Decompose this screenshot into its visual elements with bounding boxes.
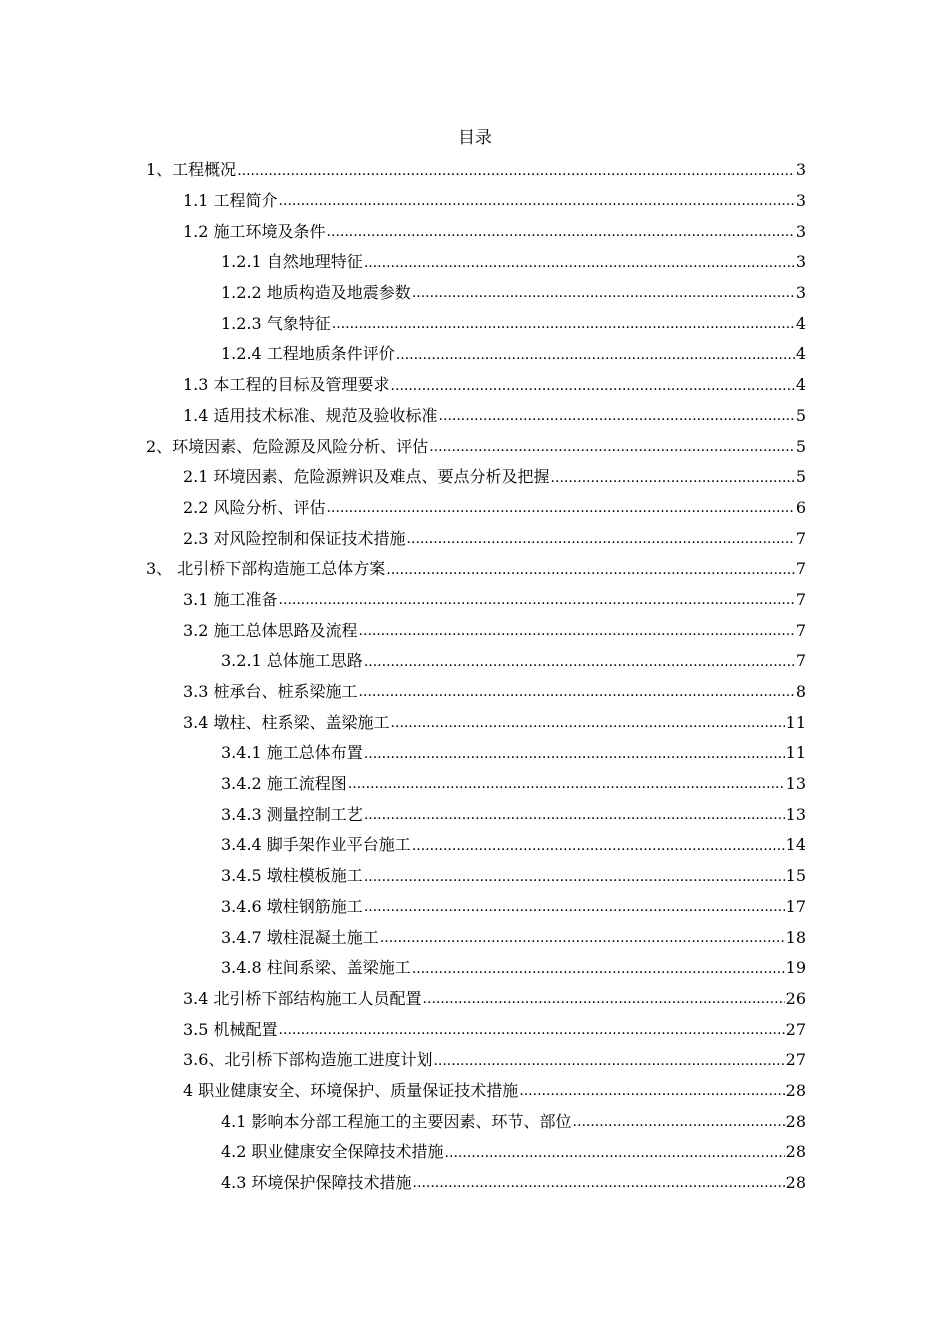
toc-entry-text: 3.1 施工准备	[183, 589, 278, 609]
toc-leader-dots	[364, 867, 785, 892]
toc-entry-page: 28	[785, 1173, 806, 1193]
toc-entry[interactable]	[183, 216, 806, 247]
toc-entry-text: 1.2.1 自然地理特征	[221, 252, 363, 272]
toc-entry[interactable]	[183, 1076, 806, 1107]
toc-entry[interactable]	[221, 953, 806, 984]
toc-entry[interactable]	[183, 493, 806, 524]
toc-entry[interactable]	[183, 707, 806, 738]
toc-entry[interactable]	[221, 1168, 806, 1199]
toc-entry[interactable]	[183, 1014, 806, 1045]
toc-entry-text: 1.2 施工环境及条件	[183, 221, 326, 241]
toc-entry[interactable]	[221, 308, 806, 339]
toc-entry-text: 1.3 本工程的目标及管理要求	[183, 375, 390, 395]
toc-entry[interactable]	[146, 554, 806, 585]
toc-entry[interactable]	[183, 984, 806, 1015]
toc-entry-page: 26	[785, 988, 806, 1008]
toc-entry-text: 3.4.2 施工流程图	[221, 774, 347, 794]
toc-leader-dots	[364, 897, 785, 922]
toc-entry[interactable]	[183, 401, 806, 432]
toc-entry-text: 4.2 职业健康安全保障技术措施	[221, 1142, 444, 1162]
toc-entry-page: 3	[795, 252, 806, 272]
toc-entry-page: 27	[785, 1050, 806, 1070]
toc-entry-text: 2、环境因素、危险源及风险分析、评估	[146, 436, 429, 456]
toc-entry[interactable]	[221, 830, 806, 861]
toc-leader-dots	[445, 1143, 785, 1168]
toc-leader-dots	[519, 1081, 784, 1106]
toc-entry-page: 7	[795, 528, 806, 548]
toc-entry-page: 19	[785, 958, 806, 978]
toc-entry-page: 3	[795, 160, 806, 180]
toc-entry-page: 3	[795, 221, 806, 241]
toc-entry-text: 1.2.2 地质构造及地震参数	[221, 283, 411, 303]
toc-list	[0, 155, 950, 1198]
toc-entry-text: 3.4.4 脚手架作业平台施工	[221, 835, 411, 855]
toc-leader-dots	[429, 437, 795, 462]
toc-entry[interactable]	[221, 769, 806, 800]
toc-entry-page: 5	[795, 405, 806, 425]
toc-entry-text: 2.1 环境因素、危险源辨识及难点、要点分析及把握	[183, 467, 550, 487]
toc-entry-page: 7	[795, 589, 806, 609]
toc-entry-page: 17	[785, 896, 806, 916]
toc-leader-dots	[279, 590, 795, 615]
toc-leader-dots	[380, 928, 785, 953]
toc-entry-text: 3.2 施工总体思路及流程	[183, 620, 358, 640]
toc-entry-text: 3.4.5 墩柱模板施工	[221, 866, 363, 886]
toc-entry-page: 27	[785, 1019, 806, 1039]
toc-entry[interactable]	[183, 370, 806, 401]
toc-entry-text: 3.4 北引桥下部结构施工人员配置	[183, 988, 422, 1008]
toc-leader-dots	[412, 283, 795, 308]
toc-entry[interactable]	[183, 186, 806, 217]
toc-leader-dots	[279, 191, 795, 216]
toc-leader-dots	[391, 713, 785, 738]
toc-entry[interactable]	[183, 615, 806, 646]
toc-entry-page: 7	[795, 559, 806, 579]
toc-leader-dots	[413, 1173, 785, 1198]
toc-entry-text: 3.4.6 墩柱钢筋施工	[221, 896, 363, 916]
toc-leader-dots	[439, 406, 795, 431]
toc-entry-page: 3	[795, 191, 806, 211]
toc-entry-text: 2.2 风险分析、评估	[183, 497, 326, 517]
toc-leader-dots	[364, 253, 795, 278]
toc-entry[interactable]	[221, 861, 806, 892]
toc-entry[interactable]	[183, 677, 806, 708]
toc-entry-text: 1、工程概况	[146, 160, 237, 180]
toc-entry-page: 4	[795, 344, 806, 364]
toc-leader-dots	[423, 989, 785, 1014]
toc-entry[interactable]	[221, 1106, 806, 1137]
toc-entry-text: 3.5 机械配置	[183, 1019, 278, 1039]
toc-title: 目录	[458, 128, 492, 148]
toc-entry-text: 3.4.7 墩柱混凝土施工	[221, 927, 379, 947]
toc-entry[interactable]	[183, 585, 806, 616]
toc-entry-page: 28	[785, 1142, 806, 1162]
toc-leader-dots	[327, 498, 795, 523]
toc-entry-text: 2.3 对风险控制和保证技术措施	[183, 528, 406, 548]
toc-leader-dots	[396, 345, 795, 370]
toc-leader-dots	[412, 836, 785, 861]
toc-entry-text: 4.3 环境保护保障技术措施	[221, 1173, 412, 1193]
toc-entry-text: 3.2.1 总体施工思路	[221, 651, 363, 671]
toc-leader-dots	[359, 621, 795, 646]
toc-entry-text: 3.4.1 施工总体布置	[221, 743, 363, 763]
toc-entry-page: 7	[795, 651, 806, 671]
toc-leader-dots	[364, 652, 795, 677]
toc-entry-text: 1.2.3 气象特征	[221, 313, 331, 333]
toc-entry-page: 4	[795, 375, 806, 395]
toc-entry[interactable]	[183, 1045, 806, 1076]
toc-leader-dots	[332, 314, 795, 339]
toc-entry[interactable]	[221, 646, 806, 677]
toc-leader-dots	[386, 560, 795, 585]
toc-entry-text: 3、 北引桥下部构造施工总体方案	[146, 559, 386, 579]
toc-leader-dots	[407, 529, 795, 554]
toc-entry[interactable]	[221, 738, 806, 769]
toc-leader-dots	[348, 774, 785, 799]
toc-entry[interactable]	[221, 278, 806, 309]
toc-entry[interactable]	[183, 462, 806, 493]
toc-leader-dots	[359, 682, 795, 707]
toc-entry[interactable]	[221, 247, 806, 278]
toc-entry-page: 5	[795, 436, 806, 456]
toc-entry-page: 13	[785, 774, 806, 794]
toc-entry-page: 18	[785, 927, 806, 947]
toc-entry-page: 5	[795, 467, 806, 487]
toc-entry[interactable]	[146, 431, 806, 462]
toc-entry-text: 1.1 工程简介	[183, 191, 278, 211]
toc-entry[interactable]	[221, 1137, 806, 1168]
toc-entry-page: 11	[785, 743, 806, 763]
toc-entry-page: 8	[795, 682, 806, 702]
toc-entry[interactable]	[221, 892, 806, 923]
toc-entry-page: 11	[785, 712, 806, 732]
toc-leader-dots	[573, 1112, 785, 1137]
toc-entry-text: 3.6、北引桥下部构造施工进度计划	[183, 1050, 433, 1070]
toc-entry-page: 3	[795, 283, 806, 303]
toc-entry-text: 1.2.4 工程地质条件评价	[221, 344, 395, 364]
toc-entry[interactable]	[183, 523, 806, 554]
toc-entry-text: 3.4 墩柱、柱系梁、盖梁施工	[183, 712, 390, 732]
toc-entry-text: 3.3 桩承台、桩系梁施工	[183, 682, 358, 702]
toc-entry-page: 28	[785, 1111, 806, 1131]
toc-entry-text: 3.4.3 测量控制工艺	[221, 804, 363, 824]
toc-leader-dots	[364, 744, 785, 769]
toc-entry-page: 6	[795, 497, 806, 517]
toc-entry-text: 1.4 适用技术标准、规范及验收标准	[183, 405, 438, 425]
toc-entry-page: 4	[795, 313, 806, 333]
toc-entry-page: 14	[785, 835, 806, 855]
toc-entry-page: 28	[785, 1080, 806, 1100]
toc-entry[interactable]	[221, 922, 806, 953]
toc-entry[interactable]	[221, 799, 806, 830]
toc-leader-dots	[391, 376, 795, 401]
toc-entry-page: 15	[785, 866, 806, 886]
toc-leader-dots	[237, 161, 795, 186]
toc-entry-text: 4.1 影响本分部工程施工的主要因素、环节、部位	[221, 1111, 572, 1131]
toc-entry[interactable]	[146, 155, 806, 186]
toc-entry[interactable]	[221, 339, 806, 370]
toc-entry-page: 13	[785, 804, 806, 824]
toc-entry-page: 7	[795, 620, 806, 640]
toc-leader-dots	[327, 222, 795, 247]
toc-leader-dots	[279, 1020, 785, 1045]
toc-entry-text: 3.4.8 柱间系梁、盖梁施工	[221, 958, 411, 978]
toc-leader-dots	[551, 468, 795, 493]
toc-leader-dots	[364, 805, 785, 830]
toc-entry-text: 4 职业健康安全、环境保护、质量保证技术措施	[183, 1080, 519, 1100]
toc-leader-dots	[412, 959, 785, 984]
toc-leader-dots	[433, 1051, 784, 1076]
